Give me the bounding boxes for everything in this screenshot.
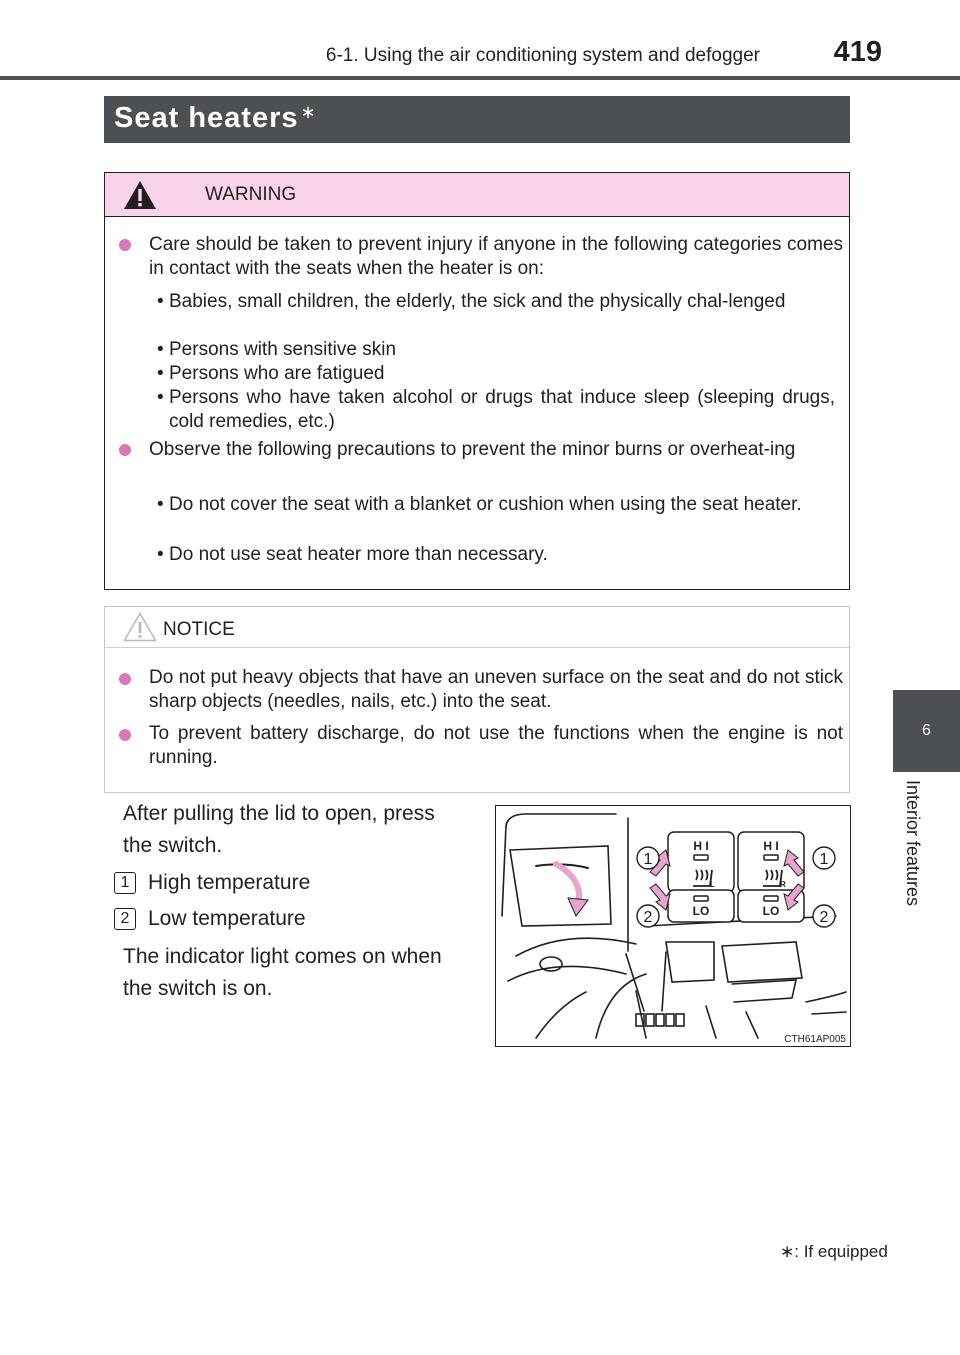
warning-subitem: Do not use seat heater more than necessary. (169, 544, 548, 565)
callout-1-left: 1 (643, 851, 653, 868)
warning-subitem: Persons who have taken alcohol or drugs that induce sleep (sleeping drugs, cold remedies, etc.) (169, 387, 835, 432)
bullet-dot (119, 444, 131, 456)
header-rule (0, 76, 960, 80)
footnote-marker: ∗ (780, 1242, 795, 1261)
notice-box (104, 606, 850, 793)
notice-triangle-icon (123, 612, 157, 642)
legend-text-2: Low temperature (148, 907, 306, 930)
bullet-dot (119, 673, 131, 685)
hi-label-left: H I (693, 839, 709, 853)
indicator-note: The indicator light comes on when (123, 945, 442, 968)
right-seat-mark: R (780, 880, 786, 889)
instruction-line: the switch. (123, 834, 223, 857)
seat-heater-illustration (495, 805, 851, 1047)
chapter-title: Interior features (903, 780, 923, 907)
hi-label-right: H I (763, 839, 779, 853)
warning-subitem: Babies, small children, the elderly, the sick and the physically chal-lenged (169, 291, 786, 312)
callout-1-right: 1 (819, 851, 829, 868)
legend-number-2: 2 (114, 908, 136, 930)
warning-label: WARNING (205, 184, 297, 205)
legend-text-1: High temperature (148, 871, 311, 894)
footnote-text: : If equipped (794, 1242, 888, 1261)
sub-bullet: • (157, 387, 164, 408)
chapter-tab: 6 (893, 690, 960, 772)
illustration-code: CTH61AP005 (784, 1034, 846, 1045)
warning-item-1: Care should be taken to prevent injury if anyone in the following categories comes in contact with the seats when the heater is on: (149, 234, 843, 279)
section-title-text: Seat heaters (114, 102, 299, 134)
running-header: 6-1. Using the air conditioning system and defogger (325, 45, 760, 66)
warning-header (105, 173, 849, 217)
left-seat-mark: L (710, 880, 715, 889)
notice-label: NOTICE (163, 619, 235, 640)
footnote (780, 1242, 888, 1262)
notice-header (105, 607, 849, 648)
warning-item-2: Observe the following precautions to prevent the minor burns or overheat-ing (149, 439, 796, 460)
notice-item-1: Do not put heavy objects that have an uneven surface on the seat and do not stick sharp objects (needles, nails, etc.) into the seat. (149, 667, 843, 712)
warning-subitem: Persons who are fatigued (169, 363, 385, 384)
sub-bullet: • (157, 544, 164, 565)
section-title-bar (104, 96, 850, 143)
dashboard-drawing (496, 806, 850, 1046)
lo-label-left: LO (692, 904, 710, 918)
warning-subitem: Persons with sensitive skin (169, 339, 397, 360)
warning-triangle-icon (123, 180, 157, 210)
lo-label-right: LO (762, 904, 780, 918)
sub-bullet: • (157, 363, 164, 384)
equipped-marker: ∗ (300, 102, 317, 122)
page-number: 419 (833, 36, 882, 68)
sub-bullet: • (157, 339, 164, 360)
sub-bullet: • (157, 494, 164, 515)
callout-2-right: 2 (819, 909, 829, 926)
warning-subitem: Do not cover the seat with a blanket or cushion when using the seat heater. (169, 494, 802, 515)
notice-item-2: To prevent battery discharge, do not use the functions when the engine is not running. (149, 723, 843, 768)
callout-2-left: 2 (643, 909, 653, 926)
warning-box (104, 172, 850, 590)
sub-bullet: • (157, 291, 164, 312)
bullet-dot (119, 729, 131, 741)
section-title (114, 102, 317, 135)
bullet-dot (119, 239, 131, 251)
chapter-title-vertical (903, 780, 923, 930)
indicator-note: the switch is on. (123, 977, 273, 1000)
instruction-line: After pulling the lid to open, press (123, 802, 435, 825)
legend-number-1: 1 (114, 872, 136, 894)
